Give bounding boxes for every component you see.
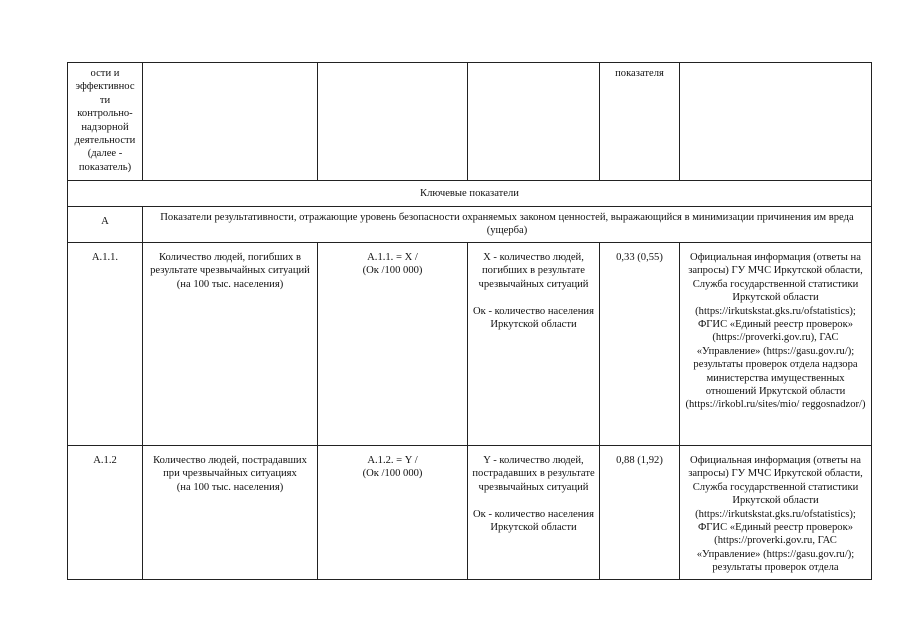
- indicator-source: Официальная информация (ответы на запросы) ГУ МЧС Иркутской области, Служба государственной статистики Иркутской области (https://irkutskstat.gks.ru/ofstatistics); ФГИС «Единый реестр проверок» (https://proverki.gov.ru, ГАС «Управление» (https://gasu.gov.ru/); результаты проверок отдела: [680, 446, 872, 580]
- table-row: [68, 243, 872, 446]
- table-row: [68, 446, 872, 580]
- header-cell-empty: [318, 63, 468, 181]
- section-row: [68, 181, 872, 207]
- indicator-name: Количество людей, пострадавших при чрезвычайных ситуациях (на 100 тыс. населения): [143, 446, 318, 580]
- indicator-source: Официальная информация (ответы на запросы) ГУ МЧС Иркутской области, Служба государственной статистики Иркутской области (https://irkutskstat.gks.ru/ofstatistics); ФГИС «Единый реестр проверок» (https://proverki.gov.ru), ГАС «Управление» (https://gasu.gov.ru/); результаты проверок отдела надзора министерства имущественных отношений Иркутской области (https://irkobl.ru/sites/mio/ reggosnadzor/): [680, 243, 872, 446]
- section-title: Ключевые показатели: [68, 181, 872, 207]
- header-cell-empty: [143, 63, 318, 181]
- indicator-value: 0,33 (0,55): [600, 243, 680, 446]
- indicator-variables: X - количество людей, погибших в результате чрезвычайных ситуаций Ок - количество населения Иркутской области: [468, 243, 600, 446]
- indicator-variables: Y - количество людей, пострадавших в результате чрезвычайных ситуаций Ок - количество населения Иркутской области: [468, 446, 600, 580]
- group-row: [68, 207, 872, 243]
- group-code: А: [68, 207, 143, 243]
- header-cell-empty: [468, 63, 600, 181]
- indicator-value: 0,88 (1,92): [600, 446, 680, 580]
- header-cell-value-title: показателя: [600, 63, 680, 181]
- indicator-formula: А.1.1. = X / (Ок /100 000): [318, 243, 468, 446]
- header-cell-indicator-title: ости и эффективнос ти контрольно- надзорной деятельности (далее - показатель): [68, 63, 143, 181]
- indicators-table: [67, 62, 872, 580]
- header-cell-empty: [680, 63, 872, 181]
- indicator-code: А.1.1.: [68, 243, 143, 446]
- indicator-code: А.1.2: [68, 446, 143, 580]
- table-header-continuation-row: [68, 63, 872, 181]
- indicator-formula: А.1.2. = Y / (Ок /100 000): [318, 446, 468, 580]
- indicator-name: Количество людей, погибших в результате чрезвычайных ситуаций (на 100 тыс. населения): [143, 243, 318, 446]
- group-title: Показатели результативности, отражающие уровень безопасности охраняемых законом ценностей, выражающийся в минимизации причинения им вреда (ущерба): [143, 207, 872, 243]
